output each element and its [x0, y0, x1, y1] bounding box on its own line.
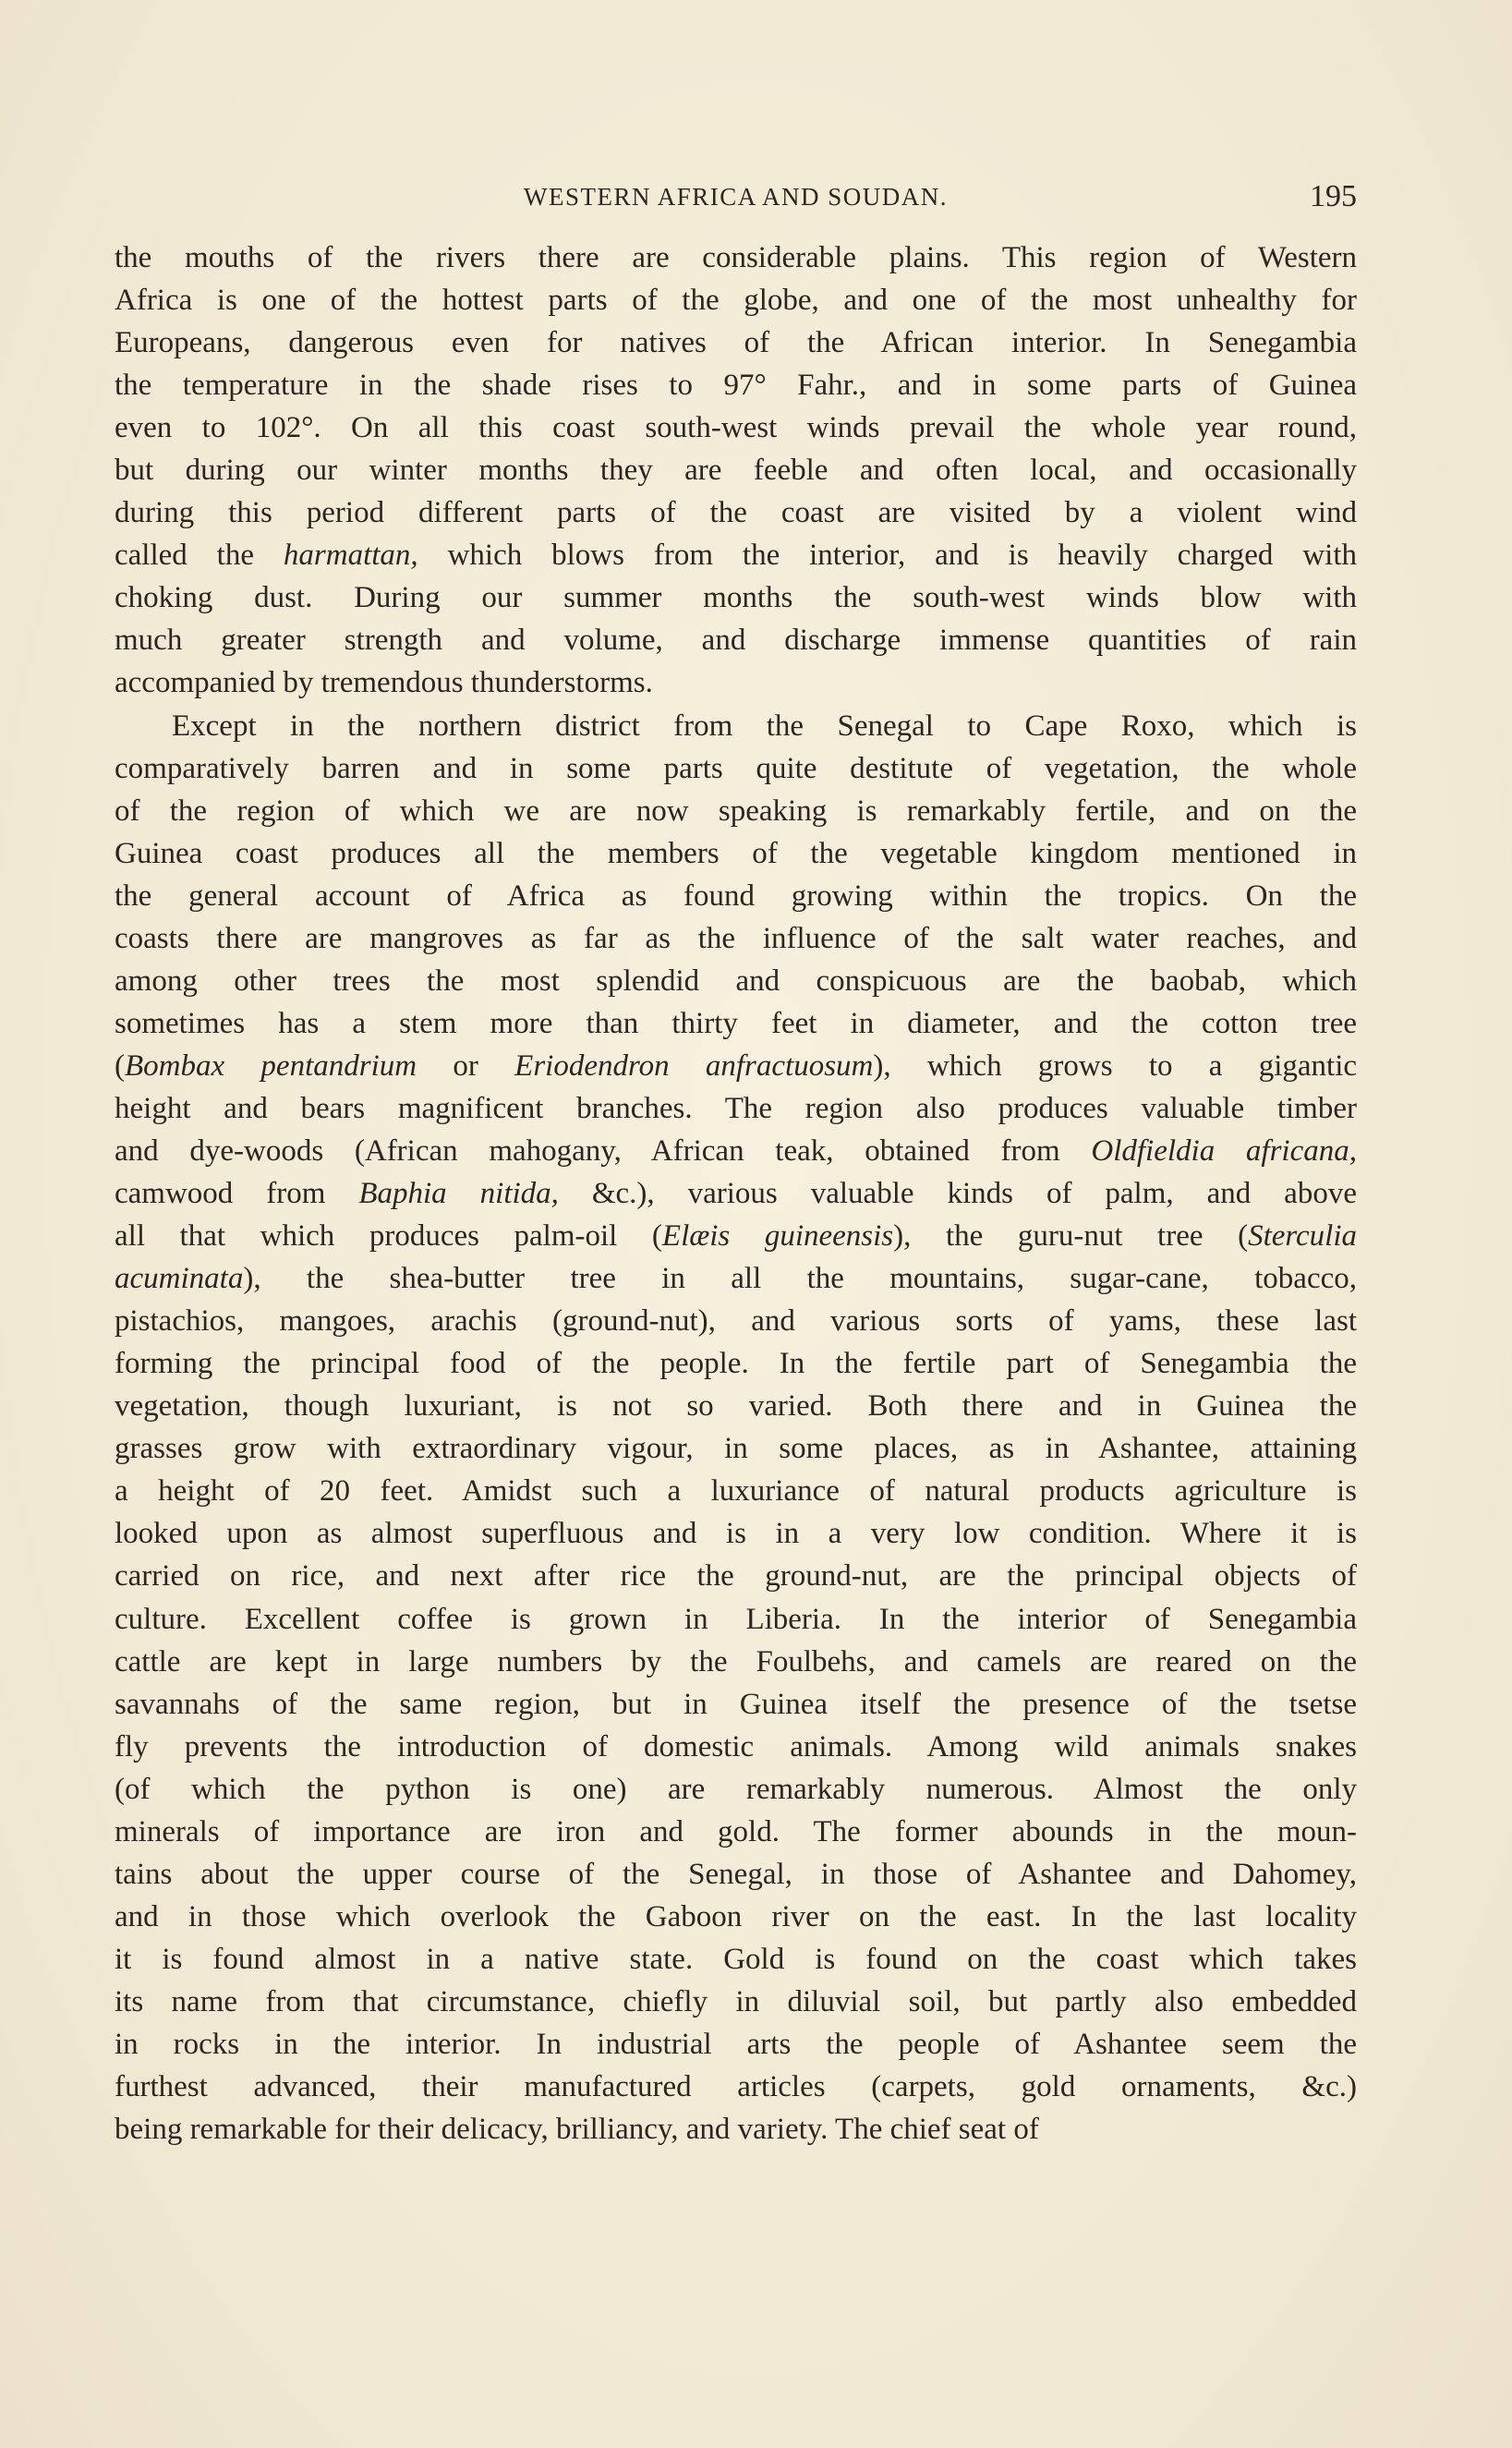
text-run: which blows from the interior, and is heavily charged with [417, 539, 1357, 573]
text-run: ), the guru-nut tree ( [893, 1219, 1249, 1254]
text-line [115, 534, 1357, 576]
text-run: (of which the python is one) are remarkably numerous. Almost the only [115, 1772, 1357, 1806]
text-run: called the [115, 539, 284, 573]
text-line [115, 1555, 1357, 1597]
text-line [115, 1598, 1357, 1641]
text-line [115, 576, 1357, 619]
text-run: ), which grows to a gigantic [873, 1048, 1358, 1083]
text-line [115, 1257, 1357, 1300]
text-run: choking dust. During our summer months the south-west winds blow with [115, 581, 1357, 615]
text-line [115, 1470, 1357, 1512]
italic-text: harmattan, [283, 539, 418, 573]
text-run: ), the shea-butter tree in all the mountains, sugar-cane, tobacco, [243, 1262, 1357, 1296]
italic-text: Sterculia [1248, 1219, 1357, 1254]
text-run: and in those which overlook the Gaboon river on the east. In the last locality [115, 1899, 1357, 1933]
text-line [115, 1087, 1357, 1130]
text-line [115, 705, 1357, 747]
text-run: Guinea coast produces all the members of the vegetable kingdom mentioned in [115, 836, 1357, 870]
text-line [115, 960, 1357, 1002]
text-line [115, 1002, 1357, 1045]
text-run: Europeans, dangerous even for natives of the African interior. In Senegambia [115, 326, 1357, 360]
body-text [115, 236, 1357, 2151]
text-line [115, 1726, 1357, 1768]
text-line [115, 1385, 1357, 1427]
text-line [115, 2066, 1357, 2108]
text-run: sometimes has a stem more than thirty feet in diameter, and the cotton tree [115, 1006, 1357, 1040]
text-run: among other trees the most splendid and conspicuous are the baobab, which [115, 963, 1357, 998]
text-run: comparatively barren and in some parts quite destitute of vegetation, the whole [115, 751, 1357, 785]
text-line [115, 2108, 1357, 2151]
text-run: camwood from [115, 1177, 359, 1211]
text-line [115, 1641, 1357, 1683]
text-line [115, 875, 1357, 917]
text-run: minerals of importance are iron and gold. The former abounds in the moun- [115, 1814, 1357, 1848]
italic-text: Oldfieldia africana, [1091, 1133, 1357, 1168]
text-run: or [417, 1048, 515, 1083]
italic-text: Baphia nitida, [358, 1177, 559, 1211]
text-run: of the region of which we are now speaking is remarkably fertile, and on the [115, 794, 1357, 828]
text-line [115, 1172, 1357, 1215]
page-header [115, 179, 1357, 216]
text-run: Except in the northern district from the Senegal to Cape Roxo, which is [172, 709, 1357, 743]
text-line [115, 1811, 1357, 1853]
text-run: fly prevents the introduction of domestic animals. Among wild animals snakes [115, 1729, 1357, 1763]
text-run: Africa is one of the hottest parts of the globe, and one of the most unhealthy for [115, 284, 1357, 318]
text-run: but during our winter months they are feeble and often local, and occasionally [115, 454, 1357, 488]
text-line [115, 1981, 1357, 2023]
text-line [115, 1512, 1357, 1555]
text-line [115, 1683, 1357, 1726]
text-line [115, 406, 1357, 449]
text-line [115, 491, 1357, 534]
text-line [115, 236, 1357, 279]
text-run: during this period different parts of the coast are visited by a violent wind [115, 496, 1357, 530]
text-run: &c.), various valuable kinds of palm, and above [558, 1177, 1357, 1211]
text-line [115, 1045, 1357, 1087]
text-run: and dye-woods (African mahogany, African teak, obtained from [115, 1133, 1092, 1168]
text-line [115, 1300, 1357, 1342]
text-run: the general account of Africa as found growing within the tropics. On the [115, 879, 1357, 913]
text-run: it is found almost in a native state. Gold is found on the coast which takes [115, 1942, 1357, 1976]
text-run: the temperature in the shade rises to 97° Fahr., and in some parts of Guinea [115, 369, 1357, 403]
text-line [115, 619, 1357, 661]
text-line [115, 1342, 1357, 1385]
text-run: pistachios, mangoes, arachis (ground-nut), and various sorts of yams, these last [115, 1304, 1357, 1339]
text-line [115, 917, 1357, 960]
text-line [115, 1130, 1357, 1172]
text-line [115, 1427, 1357, 1470]
italic-text: Bombax pentandrium [125, 1048, 417, 1083]
text-line [115, 1896, 1357, 1938]
italic-text: Eriodendron anfractuosum [514, 1048, 874, 1083]
italic-text: Elæis guineensis [661, 1219, 894, 1254]
text-run: ( [115, 1048, 125, 1083]
text-line [115, 790, 1357, 832]
text-line [115, 1768, 1357, 1811]
text-run: vegetation, though luxuriant, is not so varied. Both there and in Guinea the [115, 1389, 1357, 1424]
text-run: savannahs of the same region, but in Guinea itself the presence of the tsetse [115, 1687, 1357, 1721]
text-run: height and bears magnificent branches. The region also produces valuable timber [115, 1091, 1357, 1125]
text-run: tains about the upper course of the Senegal, in those of Ashantee and Dahomey, [115, 1857, 1357, 1891]
text-run: its name from that circumstance, chiefly in diluvial soil, but partly also embedded [115, 1984, 1357, 2018]
text-run: culture. Excellent coffee is grown in Liberia. In the interior of Senegambia [115, 1602, 1357, 1636]
text-run: coasts there are mangroves as far as the influence of the salt water reaches, and [115, 921, 1357, 955]
text-line [115, 1938, 1357, 1981]
text-run: being remarkable for their delicacy, brilliancy, and variety. The chief seat of [115, 2113, 1039, 2147]
page-number: 195 [1310, 179, 1357, 213]
text-run: grasses grow with extraordinary vigour, in some places, as in Ashantee, attaining [115, 1432, 1357, 1466]
text-line [115, 321, 1357, 364]
text-run: looked upon as almost superfluous and is in a very low condition. Where it is [115, 1517, 1357, 1551]
text-run: much greater strength and volume, and discharge immense quantities of rain [115, 624, 1357, 658]
text-line [115, 1853, 1357, 1896]
text-line [115, 1215, 1357, 1257]
text-run: accompanied by tremendous thunderstorms. [115, 666, 653, 700]
text-run: forming the principal food of the people. In the fertile part of Senegambia the [115, 1347, 1357, 1381]
text-run: furthest advanced, their manufactured articles (carpets, gold ornaments, &c.) [115, 2070, 1357, 2104]
italic-text: acuminata [115, 1262, 244, 1296]
text-line [115, 364, 1357, 406]
text-line [115, 832, 1357, 875]
text-run: the mouths of the rivers there are considerable plains. This region of Western [115, 241, 1357, 274]
text-line [115, 279, 1357, 321]
running-title: WESTERN AFRICA AND SOUDAN. [523, 183, 949, 211]
text-line [115, 449, 1357, 491]
text-run: even to 102°. On all this coast south-west winds prevail the whole year round, [115, 411, 1357, 445]
text-run: carried on rice, and next after rice the ground-nut, are the principal objects of [115, 1559, 1357, 1594]
text-run: all that which produces palm-oil ( [115, 1219, 662, 1254]
text-line [115, 661, 1357, 704]
text-run: a height of 20 feet. Amidst such a luxuriance of natural products agriculture is [115, 1474, 1357, 1509]
text-line [115, 747, 1357, 790]
text-run: cattle are kept in large numbers by the Foulbehs, and camels are reared on the [115, 1644, 1357, 1678]
text-run: in rocks in the interior. In industrial arts the people of Ashantee seem the [115, 2027, 1357, 2061]
text-line [115, 2023, 1357, 2066]
